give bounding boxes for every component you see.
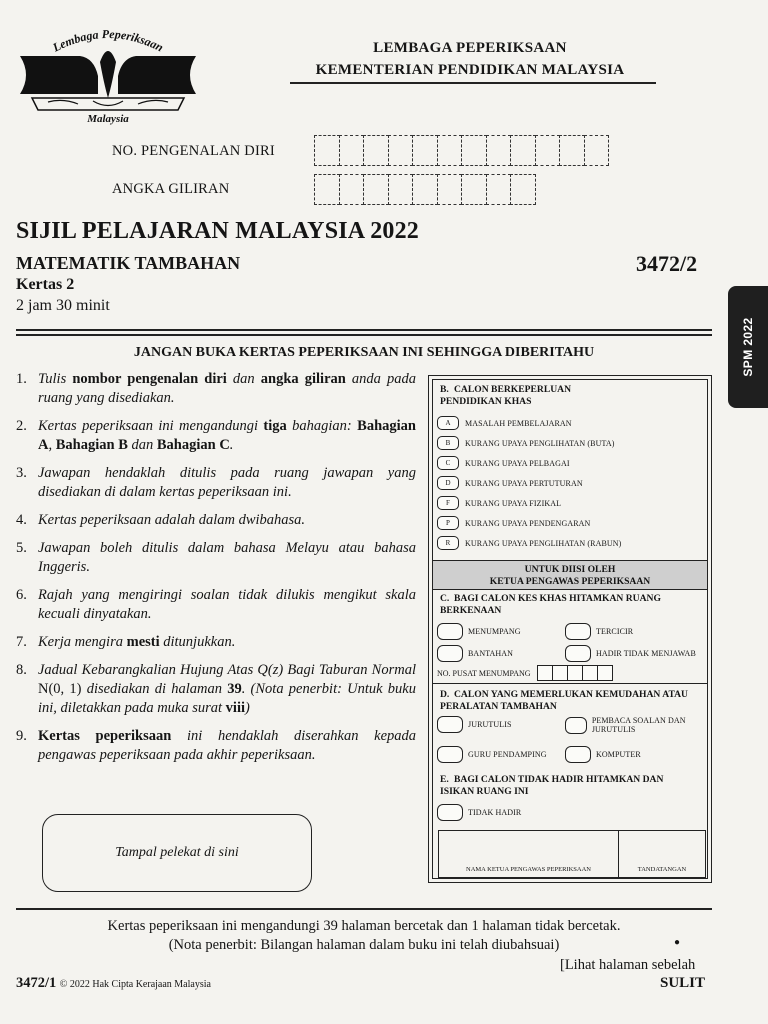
instruction-item [16, 633, 416, 652]
instruction-number: 2. [16, 418, 27, 434]
section-b-heading [440, 384, 630, 408]
id-digit-box[interactable] [461, 135, 487, 166]
signature-label: TANDATANGAN [637, 866, 687, 873]
instruction-item [16, 661, 416, 718]
instruction-item [16, 539, 416, 577]
special-needs-code[interactable]: C [437, 456, 459, 470]
id-digit-box[interactable] [339, 135, 365, 166]
instruction-text: Kertas peperiksaan ini hendaklah diserahkan kepada pengawas peperiksaan pada akhir peperiksaan. [38, 728, 417, 763]
instruction-item [16, 586, 416, 624]
facility-option-bubble[interactable] [565, 746, 591, 763]
index-digit-box[interactable] [363, 174, 389, 205]
id-digit-box[interactable] [486, 135, 512, 166]
index-digit-box[interactable] [314, 174, 340, 205]
special-needs-option[interactable] [437, 436, 614, 450]
rule-top [16, 329, 712, 331]
index-number-label: ANGKA GILIRAN [112, 181, 230, 197]
invigilator-name-label: NAMA KETUA PENGAWAS PEPERIKSAAN [466, 866, 591, 873]
instruction-text: Tulis nombor pengenalan diri dan angka giliran anda pada ruang yang disediakan. [38, 371, 417, 406]
special-needs-option[interactable] [437, 496, 561, 510]
special-needs-code[interactable]: A [437, 416, 459, 430]
facility-option[interactable] [437, 746, 547, 763]
instruction-number: 3. [16, 465, 27, 481]
section-b-letter: B. [440, 384, 449, 395]
id-digit-box[interactable] [510, 135, 536, 166]
footer-paper-code: 3472/1 [16, 975, 57, 991]
special-needs-label: KURANG UPAYA PENDENGARAN [465, 518, 591, 528]
chief-invigilator-banner [433, 560, 707, 590]
footer-rule [16, 908, 712, 910]
section-d-title: CALON YANG MEMERLUKAN KEMUDAHAN ATAU PERALATAN TAMBAHAN [440, 689, 688, 712]
turn-page-note: [Lihat halaman sebelah [560, 957, 696, 973]
subject-name: MATEMATIK TAMBAHAN [16, 253, 241, 273]
index-digit-box[interactable] [510, 174, 536, 205]
facility-option-label: PEMBACA SOALAN DAN JURUTULIS [591, 716, 686, 734]
special-needs-code[interactable]: D [437, 476, 459, 490]
index-digit-box[interactable] [486, 174, 512, 205]
index-digit-box[interactable] [339, 174, 365, 205]
host-centre-number [437, 665, 612, 681]
special-needs-option[interactable] [437, 476, 583, 490]
instruction-number: 6. [16, 587, 27, 603]
host-centre-label: NO. PUSAT MENUMPANG [437, 668, 531, 678]
facility-option-label: GURU PENDAMPING [468, 750, 547, 759]
exam-title: SIJIL PELAJARAN MALAYSIA 2022 [16, 218, 419, 244]
instruction-item [16, 370, 416, 408]
special-needs-label: KURANG UPAYA PELBAGAI [465, 458, 570, 468]
section-e-title: BAGI CALON TIDAK HADIR HITAMKAN DAN ISIKAN RUANG INI [440, 774, 664, 797]
special-case-option-bubble[interactable] [565, 623, 591, 640]
id-digit-box[interactable] [388, 135, 414, 166]
paper-code: 3472/2 [636, 251, 698, 276]
invigilator-name-cell[interactable] [439, 831, 619, 877]
id-digit-box[interactable] [584, 135, 610, 166]
exam-duration: 2 jam 30 minit [16, 297, 110, 314]
instruction-number: 7. [16, 634, 27, 650]
special-case-option-bubble[interactable] [565, 645, 591, 662]
logo-arc-text: Lembaga Peperiksaan [50, 26, 166, 55]
id-number-label: NO. PENGENALAN DIRI [112, 143, 275, 159]
instruction-number: 5. [16, 540, 27, 556]
side-tab-label: SPM 2022 [741, 317, 755, 377]
special-needs-code[interactable]: F [437, 496, 459, 510]
instruction-text: Rajah yang mengiringi soalan tidak dilukis mengikut skala kecuali dinyatakan. [38, 587, 416, 622]
bullet-mark: ● [674, 937, 681, 948]
special-case-option-label: TERCICIR [596, 627, 634, 636]
special-case-option-bubble[interactable] [437, 623, 463, 640]
section-c-letter: C. [440, 593, 450, 604]
org-name-line2: KEMENTERIAN PENDIDIKAN MALAYSIA [315, 62, 625, 78]
facility-option-label: JURUTULIS [468, 720, 512, 729]
facility-option[interactable] [565, 716, 707, 734]
instruction-item [16, 511, 416, 530]
section-e-letter: E. [440, 774, 449, 785]
id-number-boxes[interactable] [314, 135, 608, 166]
sticker-label: Tampal pelekat di sini [115, 845, 239, 860]
lembaga-peperiksaan-logo [18, 18, 198, 126]
special-needs-option[interactable] [437, 536, 621, 550]
index-digit-box[interactable] [437, 174, 463, 205]
id-digit-box[interactable] [535, 135, 561, 166]
side-tab [728, 286, 768, 408]
instruction-text: Kerja mengira mesti ditunjukkan. [38, 634, 236, 650]
special-case-option-label: HADIR TIDAK MENJAWAB [596, 649, 696, 658]
absent-label: TIDAK HADIR [468, 808, 522, 817]
index-digit-box[interactable] [461, 174, 487, 205]
special-needs-label: KURANG UPAYA PENGLIHATAN (BUTA) [465, 438, 615, 448]
do-not-open-warning: JANGAN BUKA KERTAS PEPERIKSAAN INI SEHINGGA DIBERITAHU [133, 345, 595, 360]
special-needs-code[interactable]: B [437, 436, 459, 450]
facility-option-label: KOMPUTER [596, 750, 641, 759]
org-name-line1: LEMBAGA PEPERIKSAAN [373, 40, 567, 56]
rule-bottom [16, 334, 712, 336]
instruction-number: 8. [16, 662, 27, 678]
special-needs-option[interactable] [437, 516, 590, 530]
absent-bubble[interactable] [437, 804, 463, 821]
banner-line2: KETUA PENGAWAS PEPERIKSAAN [489, 576, 651, 587]
instruction-text: Kertas peperiksaan adalah dalam dwibahasa. [38, 512, 306, 528]
special-needs-code[interactable]: P [437, 516, 459, 530]
instruction-text: Jawapan hendaklah ditulis pada ruang jawapan yang disediakan di dalam kertas peperiksaan ini. [38, 465, 416, 500]
section-b-title: CALON BERKEPERLUAN PENDIDIKAN KHAS [440, 384, 572, 407]
candidate-status-panel [428, 375, 712, 883]
instruction-number: 1. [16, 371, 27, 387]
logo-bottom-text: Malaysia [87, 113, 129, 125]
special-needs-option[interactable] [437, 416, 572, 430]
instruction-number: 9. [16, 728, 27, 744]
section-e-heading [440, 774, 690, 798]
section-d-heading [440, 689, 710, 713]
paper-number: Kertas 2 [16, 276, 75, 293]
special-case-option-bubble[interactable] [437, 645, 463, 662]
special-needs-code[interactable]: R [437, 536, 459, 550]
id-digit-box[interactable] [437, 135, 463, 166]
copyright-notice: © 2022 Hak Cipta Kerajaan Malaysia [59, 979, 211, 990]
index-number-boxes[interactable] [314, 174, 535, 205]
instructions-list [16, 370, 416, 774]
special-needs-label: MASALAH PEMBELAJARAN [465, 418, 572, 428]
org-underline [290, 82, 656, 84]
special-case-option[interactable] [565, 623, 633, 640]
id-digit-box[interactable] [363, 135, 389, 166]
banner-line1: UNTUK DIISI OLEH [524, 564, 616, 575]
instruction-item [16, 464, 416, 502]
svg-text:Lembaga Peperiksaan [49, 27, 166, 55]
facility-option-bubble[interactable] [437, 746, 463, 763]
facility-option[interactable] [565, 746, 641, 763]
page-count-note: Kertas peperiksaan ini mengandungi 39 halaman bercetak dan 1 halaman tidak bercetak. [107, 918, 621, 934]
id-digit-box[interactable] [559, 135, 585, 166]
option-absent[interactable] [437, 804, 521, 821]
signature-cell[interactable] [619, 831, 705, 877]
signature-block [438, 830, 706, 878]
special-case-option[interactable] [437, 623, 521, 640]
special-needs-label: KURANG UPAYA PENGLIHATAN (RABUN) [465, 538, 622, 548]
special-case-option-label: BANTAHAN [468, 649, 514, 658]
facility-option-bubble[interactable] [565, 717, 587, 734]
facility-option[interactable] [437, 716, 512, 733]
instruction-text: Jawapan boleh ditulis dalam bahasa Melayu atau bahasa Inggeris. [38, 540, 416, 575]
footer-code-line [16, 975, 211, 992]
facility-option-bubble[interactable] [437, 716, 463, 733]
section-c-heading [440, 593, 690, 617]
special-case-option[interactable] [565, 645, 696, 662]
section-d-letter: D. [440, 689, 450, 700]
section-c-title: BAGI CALON KES KHAS HITAMKAN RUANG BERKENAAN [440, 593, 661, 616]
instruction-item [16, 727, 416, 765]
special-needs-option[interactable] [437, 456, 570, 470]
sticker-area [42, 814, 312, 892]
special-case-option[interactable] [437, 645, 513, 662]
instruction-text: Kertas peperiksaan ini mengandungi tiga bahagian: Bahagian A, Bahagian B dan Bahagian C. [38, 418, 416, 453]
index-digit-box[interactable] [412, 174, 438, 205]
classification-label: SULIT [660, 975, 706, 991]
instruction-text: Jadual Kebarangkalian Hujung Atas Q(z) Bagi Taburan Normal N(0, 1) disediakan di halaman 39. (Nota penerbit: Untuk buku ini, diletakkan pada muka surat viii) [38, 662, 416, 716]
host-centre-cells[interactable] [537, 665, 612, 681]
index-digit-box[interactable] [388, 174, 414, 205]
instruction-item [16, 417, 416, 455]
divider-c-d [433, 683, 707, 684]
special-needs-label: KURANG UPAYA PERTUTURAN [465, 478, 583, 488]
special-needs-label: KURANG UPAYA FIZIKAL [465, 498, 562, 508]
publisher-note: (Nota penerbit: Bilangan halaman dalam buku ini telah diubahsuai) [168, 937, 560, 953]
id-digit-box[interactable] [412, 135, 438, 166]
special-case-option-label: MENUMPANG [468, 627, 521, 636]
instruction-number: 4. [16, 512, 27, 528]
id-digit-box[interactable] [314, 135, 340, 166]
